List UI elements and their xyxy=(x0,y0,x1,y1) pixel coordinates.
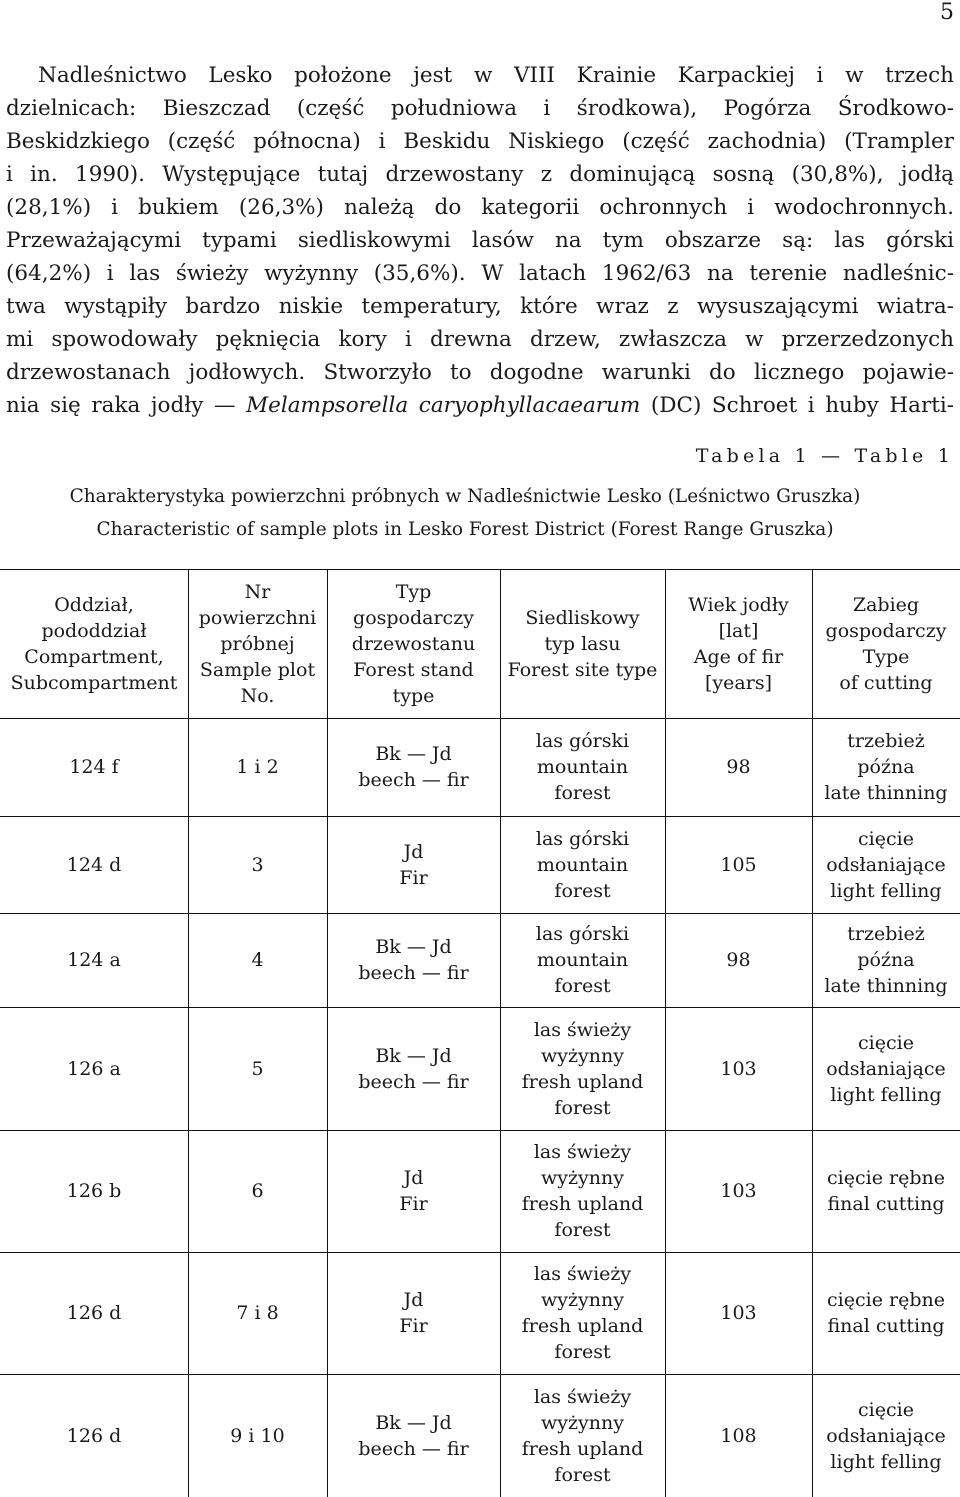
cell-line: forest xyxy=(554,1463,611,1486)
cell-line: las górski xyxy=(535,923,630,945)
cell-line: Type xyxy=(862,645,910,668)
cell-compartment xyxy=(0,1252,188,1374)
cell-compartment xyxy=(0,816,188,913)
cell-age xyxy=(665,718,812,816)
body-line-last xyxy=(6,389,954,422)
cell-cutting xyxy=(812,1374,960,1497)
cell-line: Bk — Jd xyxy=(375,1044,452,1067)
cell-text: 105 xyxy=(720,853,757,876)
cell-line: odsłaniające xyxy=(826,1057,946,1080)
cell-line: fresh upland xyxy=(521,1070,644,1093)
cell-line: mountain xyxy=(536,756,629,778)
cell-line: light felling xyxy=(830,1450,942,1473)
cell-line: Jd xyxy=(403,840,424,863)
cell-line: late thinning xyxy=(824,975,948,997)
cell-line: Bk — Jd xyxy=(375,743,452,765)
cell-line: wyżynny xyxy=(541,1044,624,1067)
cell-line: [years] xyxy=(705,671,772,694)
cell-line: forest xyxy=(554,1096,611,1119)
header-stand xyxy=(327,569,500,718)
table-caption-english: Characteristic of sample plots in Lesko Forest District (Forest Range Gruszka) xyxy=(96,519,834,540)
cell-line: drzewostanu xyxy=(351,632,476,655)
cell-line: forest xyxy=(554,975,611,997)
cell-site xyxy=(500,718,665,816)
cell-plot xyxy=(188,913,327,1007)
header-age xyxy=(665,569,812,718)
cell-line: light felling xyxy=(830,1083,942,1106)
header-compartment xyxy=(0,569,188,718)
cell-line: odsłaniające xyxy=(826,1424,946,1447)
cell-cutting xyxy=(812,1252,960,1374)
cell-stand xyxy=(327,913,500,1007)
cell-cutting xyxy=(812,1007,960,1130)
cell-line: las świeży xyxy=(533,1141,632,1163)
cell-line: las świeży xyxy=(533,1018,632,1041)
cell-text: 124 a xyxy=(67,949,121,971)
body-line: Nadleśnictwo Lesko położone jest w VIII Krainie Karpackiej i w trzech xyxy=(38,63,954,88)
body-line: drzewostanach jodłowych. Stworzyło to dogodne warunki do licznego pojawie- xyxy=(6,360,954,385)
cell-age xyxy=(665,816,812,913)
cell-site xyxy=(500,1252,665,1374)
cell-line: powierzchni xyxy=(198,606,317,629)
cell-line: Bk — Jd xyxy=(375,1411,452,1434)
cell-text: 4 xyxy=(251,949,264,971)
cell-line: Subcompartment xyxy=(10,671,178,694)
cell-age xyxy=(665,1374,812,1497)
cell-line: forest xyxy=(554,782,611,804)
cell-line: Sample plot xyxy=(199,658,316,681)
header-cutting xyxy=(812,569,960,718)
cell-line: forest xyxy=(554,1341,611,1363)
cell-line: Nr xyxy=(244,580,271,603)
cell-compartment xyxy=(0,1130,188,1252)
cell-line: las górski xyxy=(535,827,630,850)
cell-line: [lat] xyxy=(718,619,759,642)
cell-line: of cutting xyxy=(839,671,933,694)
body-line: Beskidzkiego (część północna) i Beskidu Niskiego (część zachodnia) (Trampler xyxy=(6,129,954,154)
cell-line: beech — fir xyxy=(358,962,469,984)
cell-text: 98 xyxy=(726,756,751,778)
cell-site xyxy=(500,913,665,1007)
cell-plot xyxy=(188,1252,327,1374)
cell-stand xyxy=(327,1130,500,1252)
cell-line: las świeży xyxy=(533,1385,632,1408)
cell-line: Jd xyxy=(403,1167,424,1189)
cell-text: 124 d xyxy=(66,853,122,876)
body-line: Przeważającymi typami siedliskowymi lasów na tym obszarze są: las górski xyxy=(6,228,954,253)
cell-line: trzebież xyxy=(847,923,925,945)
cell-age xyxy=(665,1007,812,1130)
cell-line: cięcie xyxy=(858,1031,914,1054)
cell-line: późna xyxy=(857,756,915,778)
cell-line: Siedliskowy xyxy=(525,606,640,629)
cell-text: 126 d xyxy=(66,1302,122,1324)
body-line: (28,1%) i bukiem (26,3%) należą do kategorii ochronnych i wodochronnych. xyxy=(6,195,954,220)
cell-text: 108 xyxy=(720,1424,757,1447)
cell-line: cięcie xyxy=(858,827,914,850)
cell-cutting xyxy=(812,913,960,1007)
cell-plot xyxy=(188,816,327,913)
cell-stand xyxy=(327,718,500,816)
cell-line: cięcie xyxy=(858,1398,914,1421)
cell-text: 9 i 10 xyxy=(230,1424,285,1447)
cell-cutting xyxy=(812,1130,960,1252)
cell-line: No. xyxy=(240,684,275,707)
header-plot xyxy=(188,569,327,718)
cell-text: 103 xyxy=(720,1180,757,1202)
cell-line: fresh upland xyxy=(521,1437,644,1460)
cell-line: las górski xyxy=(535,730,630,752)
cell-line: Bk — Jd xyxy=(375,936,452,958)
cell-line: mountain xyxy=(536,949,629,971)
cell-text: 7 i 8 xyxy=(236,1302,279,1324)
cell-line: Compartment, xyxy=(24,645,164,668)
cell-line: Fir xyxy=(399,866,428,889)
cell-line: późna xyxy=(857,949,915,971)
cell-plot xyxy=(188,1374,327,1497)
cell-line: Typ xyxy=(395,580,432,603)
cell-compartment xyxy=(0,718,188,816)
body-line: mi spowodowały pęknięcia kory i drewna drzew, zwłaszcza w przerzedzonych xyxy=(6,327,954,352)
cell-line: trzebież xyxy=(847,730,925,752)
cell-plot xyxy=(188,718,327,816)
cell-line: wyżynny xyxy=(541,1167,624,1189)
species-name: Melampsorella caryophyllacaearum xyxy=(246,393,641,418)
cell-line: mountain xyxy=(536,853,629,876)
cell-text: 126 b xyxy=(66,1180,122,1202)
cell-line: beech — fir xyxy=(358,769,469,791)
cell-text: 98 xyxy=(726,949,751,971)
cell-text: 5 xyxy=(251,1057,264,1080)
cell-line: Fir xyxy=(399,1315,428,1337)
cell-text: 124 f xyxy=(69,756,119,778)
cell-line: cięcie rębne xyxy=(827,1289,945,1311)
cell-line: beech — fir xyxy=(358,1437,469,1460)
cell-site xyxy=(500,1130,665,1252)
cell-line: gospodarczy xyxy=(353,606,474,629)
cell-line: cięcie rębne xyxy=(827,1167,945,1189)
cell-text: 1 i 2 xyxy=(236,756,279,778)
cell-cutting xyxy=(812,816,960,913)
cell-line: fresh upland xyxy=(521,1315,644,1337)
cell-line: forest xyxy=(554,1219,611,1241)
body-line: dzielnicach: Bieszczad (część południowa i środkowa), Pogórza Środkowo- xyxy=(6,96,954,121)
cell-line: Fir xyxy=(399,1193,428,1215)
cell-line: wyżynny xyxy=(541,1411,624,1434)
cell-line: beech — fir xyxy=(358,1070,469,1093)
cell-line: late thinning xyxy=(824,782,948,804)
cell-plot xyxy=(188,1007,327,1130)
cell-line: Zabieg xyxy=(852,593,920,616)
cell-line: Jd xyxy=(403,1289,424,1311)
cell-compartment xyxy=(0,1374,188,1497)
cell-line: Forest stand xyxy=(353,658,474,681)
cell-line: final cutting xyxy=(827,1193,945,1215)
header-site xyxy=(500,569,665,718)
cell-compartment xyxy=(0,913,188,1007)
cell-line: final cutting xyxy=(827,1315,945,1337)
cell-line: las świeży xyxy=(533,1263,632,1285)
cell-line: type xyxy=(392,684,435,707)
cell-text: 6 xyxy=(251,1180,264,1202)
cell-text: 103 xyxy=(720,1057,757,1080)
cell-line: Oddział, xyxy=(54,593,134,616)
cell-line: light felling xyxy=(830,879,942,902)
body-text-run: nia się raka jodły — xyxy=(6,393,247,418)
cell-compartment xyxy=(0,1007,188,1130)
cell-line: Wiek jodły xyxy=(688,593,789,616)
cell-text: 126 d xyxy=(66,1424,122,1447)
cell-line: fresh upland xyxy=(521,1193,644,1215)
cell-age xyxy=(665,1252,812,1374)
table-label: Tabela 1 — Table 1 xyxy=(695,445,954,467)
cell-line: forest xyxy=(554,879,611,902)
cell-age xyxy=(665,913,812,1007)
cell-stand xyxy=(327,1007,500,1130)
cell-stand xyxy=(327,1252,500,1374)
cell-line: Forest site type xyxy=(507,658,658,681)
cell-text: 126 a xyxy=(67,1057,121,1080)
cell-text: 103 xyxy=(720,1302,757,1324)
body-line: twa wystąpiły bardzo niskie temperatury, które wraz z wysuszającymi wiatra- xyxy=(6,294,954,319)
cell-text: 3 xyxy=(251,853,264,876)
body-line: (64,2%) i las świeży wyżynny (35,6%). W latach 1962/63 na terenie nadleśnic- xyxy=(6,261,954,286)
cell-line: typ lasu xyxy=(544,632,621,655)
cell-line: gospodarczy xyxy=(825,619,947,642)
cell-line: pododdział xyxy=(41,619,147,642)
page-number: 5 xyxy=(940,0,954,25)
cell-stand xyxy=(327,816,500,913)
body-line: i in. 1990). Występujące tutaj drzewostany z dominującą sosną (30,8%), jodłą xyxy=(6,162,954,187)
cell-age xyxy=(665,1130,812,1252)
table-caption-polish: Charakterystyka powierzchni próbnych w Nadleśnictwie Lesko (Leśnictwo Gruszka) xyxy=(69,486,861,507)
cell-line: odsłaniające xyxy=(826,853,946,876)
body-paragraph xyxy=(6,59,954,422)
cell-cutting xyxy=(812,718,960,816)
cell-plot xyxy=(188,1130,327,1252)
cell-site xyxy=(500,1007,665,1130)
cell-stand xyxy=(327,1374,500,1497)
cell-line: próbnej xyxy=(220,632,295,655)
cell-line: Age of fir xyxy=(693,645,784,668)
cell-site xyxy=(500,816,665,913)
body-text-run: (DC) Schroet i huby Harti- xyxy=(640,393,954,418)
cell-line: wyżynny xyxy=(541,1289,624,1311)
cell-site xyxy=(500,1374,665,1497)
